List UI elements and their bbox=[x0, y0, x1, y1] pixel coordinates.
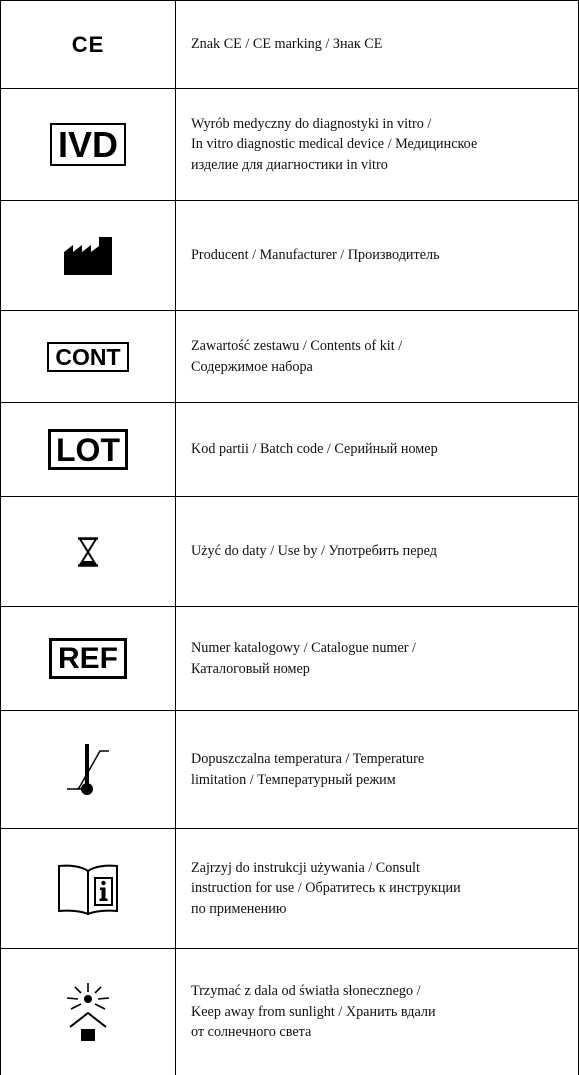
symbol-cell bbox=[1, 1, 176, 88]
description-cell bbox=[191, 497, 570, 606]
description-line: Wyrób medyczny do diagnostyki in vitro / bbox=[191, 115, 432, 132]
description-line: Каталоговый номер bbox=[191, 660, 310, 677]
contents-icon: CONT bbox=[47, 342, 128, 372]
description-line: In vitro diagnostic medical device / Медицинское bbox=[191, 136, 478, 153]
lot-icon: LOT bbox=[48, 429, 128, 470]
description-line: изделие для диагностики in vitro bbox=[191, 156, 388, 173]
description-cell bbox=[191, 829, 570, 948]
table-row bbox=[1, 0, 578, 88]
description-cell bbox=[191, 1, 570, 88]
symbol-cell bbox=[1, 89, 176, 200]
ivd-icon: IVD bbox=[50, 123, 126, 166]
manufacturer-icon bbox=[62, 236, 114, 276]
description-cell bbox=[191, 607, 570, 710]
description-cell bbox=[191, 711, 570, 828]
description-line: Keep away from sunlight / Хранить вдали bbox=[191, 1003, 436, 1020]
description-cell bbox=[191, 403, 570, 496]
table-row bbox=[1, 828, 578, 948]
description-line: по применению bbox=[191, 900, 287, 917]
description-line: Zawartość zestawu / Contents of kit / bbox=[191, 338, 403, 354]
symbol-cell bbox=[1, 829, 176, 948]
symbol-cell bbox=[1, 607, 176, 710]
description-line: instruction for use / Обратитесь к инструкции bbox=[191, 880, 461, 897]
table-row bbox=[1, 948, 578, 1075]
sunlight-icon bbox=[61, 981, 115, 1043]
description-line: от солнечного света bbox=[191, 1024, 312, 1041]
symbol-cell bbox=[1, 201, 176, 310]
description-line: Zajrzyj do instrukcji używania / Consult bbox=[191, 859, 420, 876]
table-row bbox=[1, 496, 578, 606]
description-line: Dopuszczalna temperatura / Temperature bbox=[191, 751, 425, 767]
ce-mark-icon: CE bbox=[71, 31, 105, 57]
instructions-book-icon bbox=[57, 863, 119, 915]
description-line: Producent / Manufacturer / Производитель bbox=[191, 247, 440, 264]
table-row bbox=[1, 402, 578, 496]
description-cell bbox=[191, 201, 570, 310]
table-row bbox=[1, 310, 578, 402]
symbol-cell bbox=[1, 949, 176, 1075]
description-line: Trzymać z dala od światła słonecznego / bbox=[191, 983, 421, 1000]
description-cell bbox=[191, 311, 570, 402]
description-line: Содержимое набора bbox=[191, 358, 313, 375]
description-line: Znak CE / CE marking / Знак CE bbox=[191, 36, 383, 53]
symbol-cell bbox=[1, 711, 176, 828]
description-line: limitation / Температурный режим bbox=[191, 771, 396, 788]
description-line: Użyć do daty / Use by / Употребить перед bbox=[191, 543, 437, 560]
ref-icon: REF bbox=[49, 638, 127, 679]
description-cell bbox=[191, 949, 570, 1075]
table-row bbox=[1, 88, 578, 200]
symbol-cell bbox=[1, 311, 176, 402]
symbol-cell bbox=[1, 403, 176, 496]
table-row bbox=[1, 606, 578, 710]
symbol-cell bbox=[1, 497, 176, 606]
description-line: Kod partii / Batch code / Серийный номер bbox=[191, 441, 438, 458]
description-line: Numer katalogowy / Catalogue numer / bbox=[191, 640, 416, 656]
hourglass-icon bbox=[77, 537, 99, 567]
description-cell bbox=[191, 89, 570, 200]
table-row bbox=[1, 710, 578, 828]
thermometer-icon bbox=[65, 742, 111, 798]
table-row bbox=[1, 200, 578, 310]
